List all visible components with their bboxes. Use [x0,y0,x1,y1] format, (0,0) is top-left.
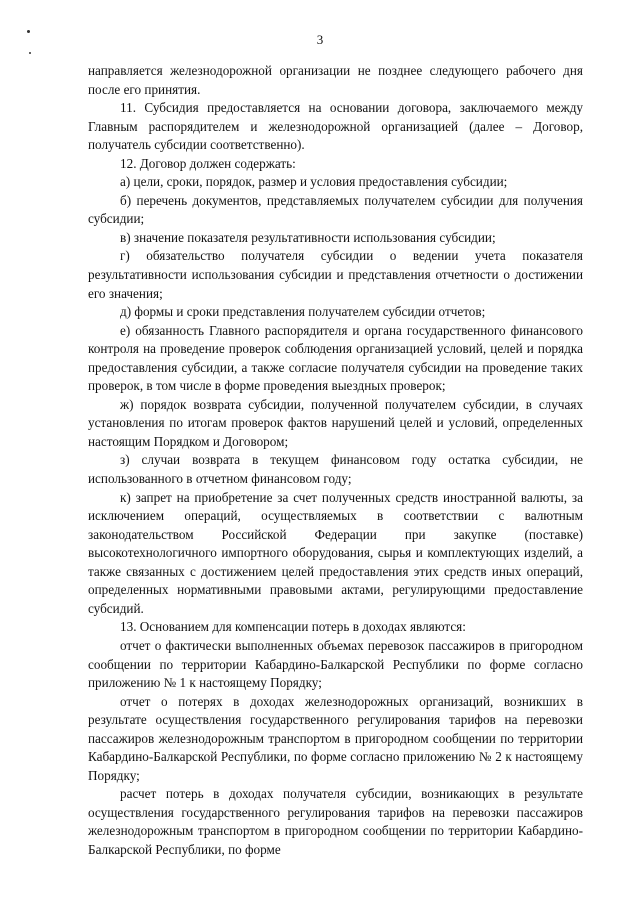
basis-item-3: расчет потерь в доходах получателя субсидии, возникающих в результате осуществления государственного регулирования тарифов на перевозки пассажиров железнодорожным транспортом в пригородном сообщении по территории Кабардино-Балкарской Республики, по форме [88,786,583,857]
basis-item-1: отчет о фактически выполненных объемах перевозок пассажиров в пригородном сообщении по территории Кабардино-Балкарской Республики по форме согласно приложению № 1 к настоящему Порядку; [88,637,583,691]
paragraph-11: 11. Субсидия предоставляется на основании договора, заключаемого между Главным распорядителем и железнодорожной организацией (далее – Договор, получатель субсидии соответственно). [88,100,583,153]
list-item-d: д) формы и сроки представления получателем субсидии отчетов; [120,304,486,320]
scan-speck [29,52,31,54]
list-item-b: б) перечень документов, представляемых получателем субсидии для получения субсидии; [88,192,583,227]
list-item-k: к) запрет на приобретение за счет полученных средств иностранной валюты, за исключением операций, осуществляемых в соответствии с валютным законодательством Российской Федерации при закупке (поставке) высокотехнологичного импортного оборудования, сырья и комплектующих изделий, а также связанных с достижением целей предоставления этих средств иных операций, определенных нормативными правовыми актами, регулирующими предоставление субсидий. [88,489,583,616]
list-item-a: а) цели, сроки, порядок, размер и условия предоставления субсидии; [120,174,508,190]
list-item-z: з) случаи возврата в текущем финансовом году остатка субсидии, не использованного в отчетном финансовом году; [88,452,583,487]
list-item-v: в) значение показателя результативности использования субсидии; [120,229,496,245]
paragraph-continuation: направляется железнодорожной организации не позднее следующего рабочего дня после его принятия. [88,63,583,97]
paragraph-12: 12. Договор должен содержать: [120,155,296,171]
list-item-zh: ж) порядок возврата субсидии, полученной получателем субсидии, в случаях установления по итогам проверок фактов нарушений целей и условий, определенных настоящим Порядком и Договором; [88,396,583,449]
list-item-e: е) обязанность Главного распорядителя и органа государственного финансового контроля на проведение проверок соблюдения организацией условий, целей и порядка предоставления субсидии, а также согласие получателя субсидии на проведение таких проверок, в том числе в форме проведения выездных проверок; [88,322,583,394]
list-item-g: г) обязательство получателя субсидии о ведении учета показателя результативности использования субсидии и представления отчетности о достижении его значения; [88,248,583,301]
page-number: 3 [316,32,324,47]
basis-item-2: отчет о потерях в доходах железнодорожных организаций, возникших в результате осуществления государственного регулирования тарифов на перевозки пассажиров железнодорожным транспортом в пригородном сообщении по территории Кабардино-Балкарской Республики, по форме согласно приложению № 2 к настоящему Порядку; [88,693,583,783]
document-body [88,62,583,860]
paragraph-13: 13. Основанием для компенсации потерь в доходах являются: [120,619,466,635]
